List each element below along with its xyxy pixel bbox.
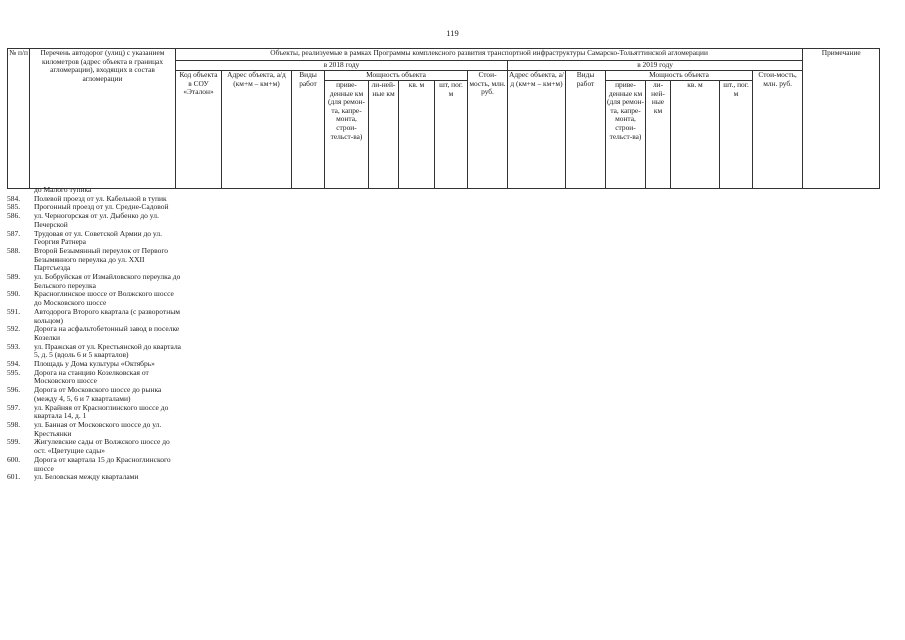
header-sq-m-2019: кв. м bbox=[671, 81, 720, 189]
row-text: Дорога на станцию Козелковская от Московского шоссе bbox=[34, 367, 149, 386]
row-number: 601. bbox=[7, 472, 21, 482]
row-text: Второй Безымянный переулок от Первого Безымянного переулка до ул. XXII Партсъезда bbox=[34, 245, 169, 273]
header-pcs-2019: шт., пог. м bbox=[720, 81, 753, 189]
header-sq-m-2018: кв. м bbox=[399, 81, 435, 189]
table-row bbox=[7, 343, 182, 360]
row-text: ул. Пражская от ул. Крестьянской до квартала 5, д. 5 (вдоль 6 и 5 кварталов) bbox=[34, 341, 182, 360]
road-list bbox=[7, 186, 182, 482]
header-work-types-2019: Виды работ bbox=[566, 71, 606, 189]
table-row bbox=[7, 456, 182, 473]
header-reduced-km-2018: приве-денные км (для ремон-та, капре-монта, строи-тельст-ва) bbox=[325, 81, 369, 189]
header-year-2019: в 2019 году bbox=[508, 61, 803, 71]
table-row bbox=[7, 404, 182, 421]
row-number: 587. bbox=[7, 228, 21, 238]
row-number: 588. bbox=[7, 245, 21, 255]
header-table bbox=[7, 48, 880, 189]
row-number: 584. bbox=[7, 193, 21, 203]
row-text: Дорога от квартала 15 до Красноглинского шоссе bbox=[34, 454, 171, 473]
table-row bbox=[7, 212, 182, 229]
header-road-list: Перечень автодорог (улиц) с указанием километров (адрес объекта в границах агломерации), входящих в состав агломерации bbox=[30, 49, 176, 189]
row-number: 586. bbox=[7, 211, 21, 221]
header-address-2018: Адрес объекта, а/д (км+м – км+м) bbox=[222, 71, 292, 189]
header-cost-2018: Стои-мость, млн. руб. bbox=[468, 71, 508, 189]
header-objects-title: Объекты, реализуемые в рамках Программы комплексного развития транспортной инфраструктуры Самарско-Тольяттинской агломерации bbox=[176, 49, 803, 61]
table-row bbox=[7, 473, 182, 482]
table-row bbox=[7, 308, 182, 325]
table-row bbox=[7, 290, 182, 307]
row-number: 599. bbox=[7, 437, 21, 447]
row-continuation: до Малого тупика bbox=[34, 185, 92, 194]
row-number: 597. bbox=[7, 402, 21, 412]
header-capacity-2019: Мощность объекта bbox=[606, 71, 753, 81]
table-row bbox=[7, 386, 182, 403]
row-number: 593. bbox=[7, 341, 21, 351]
row-text: ул. Крайняя от Красноглинского шоссе до квартала 14, д. 1 bbox=[34, 402, 169, 421]
row-number: 600. bbox=[7, 454, 21, 464]
header-note: Примечание bbox=[803, 49, 880, 189]
row-text: ул. Черногорская от ул. Дыбенко до ул. Печерской bbox=[34, 211, 159, 229]
header-pcs-2018: шт, пог. м bbox=[435, 81, 468, 189]
row-number: 594. bbox=[7, 359, 21, 369]
page-number: 119 bbox=[446, 28, 459, 38]
header-code-2018: Код объекта в СОУ «Эталон» bbox=[176, 71, 222, 189]
row-text: Жигулевские сады от Волжского шоссе до ост. «Цветущие сады» bbox=[34, 437, 170, 456]
row-number: 585. bbox=[7, 202, 21, 212]
table-row bbox=[7, 369, 182, 386]
row-text: Автодорога Второго квартала (с разворотным кольцом) bbox=[34, 306, 181, 325]
header-reduced-km-2019: приве-денные км (для ремон-та, капре-монта, строи-тельст-ва) bbox=[606, 81, 646, 189]
row-text: Площадь у Дома культуры «Октябрь» bbox=[34, 359, 155, 369]
table-row bbox=[7, 273, 182, 290]
table-row bbox=[7, 438, 182, 455]
row-number: 596. bbox=[7, 385, 21, 395]
row-number: 595. bbox=[7, 367, 21, 377]
row-text: Трудовая от ул. Советской Армии до ул. Георгия Ратнера bbox=[34, 228, 162, 247]
header-linear-km-2019: ли-ней-ные км bbox=[646, 81, 671, 189]
row-text: ул. Бобруйская от Измайловского переулка до Бельского переулка bbox=[34, 272, 181, 290]
row-text: Дорога на асфальтобетонный завод в поселке Козелки bbox=[34, 324, 180, 342]
header-number: № п/п bbox=[8, 49, 30, 189]
table-row bbox=[7, 247, 182, 273]
row-text: ул. Банная от Московского шоссе до ул. Крестьянки bbox=[34, 419, 162, 438]
table-row bbox=[7, 230, 182, 247]
row-number: 592. bbox=[7, 324, 21, 334]
header-linear-km-2018: ли-ней-ные км bbox=[369, 81, 399, 189]
row-number: 590. bbox=[7, 289, 21, 299]
row-text: ул. Беловская между кварталами bbox=[34, 472, 139, 482]
header-cost-2019: Стои-мость, млн. руб. bbox=[753, 71, 803, 189]
row-text: Прогонный проезд от ул. Средне-Садовой bbox=[34, 202, 169, 212]
row-number: 598. bbox=[7, 419, 21, 429]
row-number: 591. bbox=[7, 306, 21, 316]
row-text: Красноглинское шоссе от Волжского шоссе до Московского шоссе bbox=[34, 289, 174, 308]
row-text: Полевой проезд от ул. Кабельной в тупик bbox=[34, 193, 167, 203]
header-capacity-2018: Мощность объекта bbox=[325, 71, 468, 81]
row-text: Дорога от Московского шоссе до рынка (между 4, 5, 6 и 7 кварталами) bbox=[34, 385, 162, 403]
header-work-types-2018: Виды работ bbox=[292, 71, 325, 189]
table-row bbox=[7, 421, 182, 438]
row-number: 589. bbox=[7, 272, 21, 282]
header-address-2019: Адрес объекта, а/д (км+м – км+м) bbox=[508, 71, 566, 189]
header-year-2018: в 2018 году bbox=[176, 61, 508, 71]
table-row bbox=[7, 325, 182, 342]
